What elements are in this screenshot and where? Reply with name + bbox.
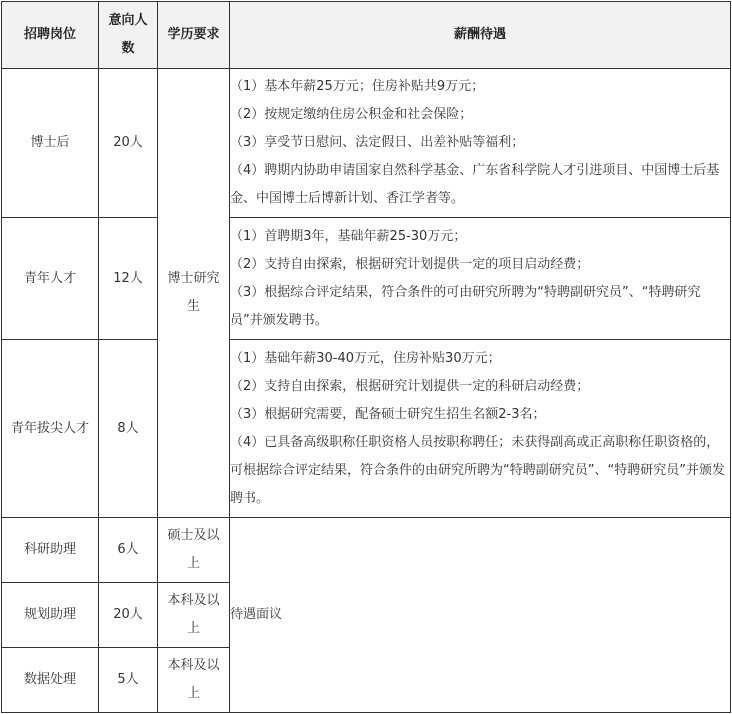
count-cell: 12人 <box>99 218 158 340</box>
education-cell-phd <box>158 69 230 518</box>
education-text: 博士研究生 <box>167 271 220 314</box>
benefit-line: （1）基础年薪30-40万元，住房补贴30万元； <box>230 350 501 366</box>
position-cell: 博士后 <box>2 69 99 218</box>
benefit-line: （4）聘期内协助申请国家自然科学基金、广东省科学院人才引进项目、中国博士后基金、中国博士后博新计划、香江学者等。 <box>230 163 720 206</box>
count-cell: 8人 <box>99 340 158 518</box>
benefit-line: （1）基本年薪25万元；住房补贴共9万元； <box>230 79 485 94</box>
education-text: 本科及以上 <box>167 593 220 636</box>
header-count-text: 意向人数 <box>108 13 148 56</box>
education-cell <box>158 648 230 713</box>
benefits-cell <box>230 69 731 218</box>
count-cell: 20人 <box>99 69 158 218</box>
position-cell: 数据处理 <box>2 648 99 713</box>
benefits-cell-negotiable: 待遇面议 <box>230 518 731 713</box>
count-cell: 6人 <box>99 518 158 583</box>
recruitment-table <box>1 1 731 713</box>
benefit-line: （3）根据综合评定结果，符合条件的可由研究所聘为“特聘副研究员”、“特聘研究员”并颁发聘书。 <box>230 284 701 328</box>
position-cell: 规划助理 <box>2 583 99 648</box>
table-row <box>2 218 731 340</box>
benefit-line: （2）支持自由探索，根据研究计划提供一定的科研启动经费； <box>230 378 590 394</box>
position-cell: 青年拔尖人才 <box>2 340 99 518</box>
position-cell: 科研助理 <box>2 518 99 583</box>
count-cell: 20人 <box>99 583 158 648</box>
benefit-line: （2）按规定缴纳住房公积金和社会保险； <box>230 107 473 122</box>
benefits-cell <box>230 340 731 518</box>
education-text: 硕士及以上 <box>167 528 220 571</box>
benefit-line: （4）已具备高级职称任职资格人员按职称聘任；未获得副高或正高职称任职资格的，可根据综合评定结果，符合条件的由研究所聘为“特聘副研究员”、“特聘研究员”并颁发聘书。 <box>230 434 725 506</box>
header-row <box>2 2 731 69</box>
position-cell: 青年人才 <box>2 218 99 340</box>
education-cell <box>158 583 230 648</box>
education-text: 本科及以上 <box>167 658 220 701</box>
header-position: 招聘岗位 <box>2 2 99 69</box>
benefit-line: （2）支持自由探索，根据研究计划提供一定的项目启动经费； <box>230 256 590 272</box>
table-row <box>2 518 731 583</box>
education-cell <box>158 518 230 583</box>
benefits-cell <box>230 218 731 340</box>
benefit-line: （3）享受节日慰问、法定假日、出差补贴等福利； <box>230 135 525 150</box>
table-row <box>2 340 731 518</box>
count-cell: 5人 <box>99 648 158 713</box>
header-education: 学历要求 <box>158 2 230 69</box>
header-benefits: 薪酬待遇 <box>230 2 731 69</box>
header-count <box>99 2 158 69</box>
benefit-line: （3）根据研究需要，配备硕士研究生招生名额2-3名； <box>230 406 546 422</box>
benefit-line: （1）首聘期3年，基础年薪25-30万元； <box>230 228 467 244</box>
table-row <box>2 69 731 218</box>
